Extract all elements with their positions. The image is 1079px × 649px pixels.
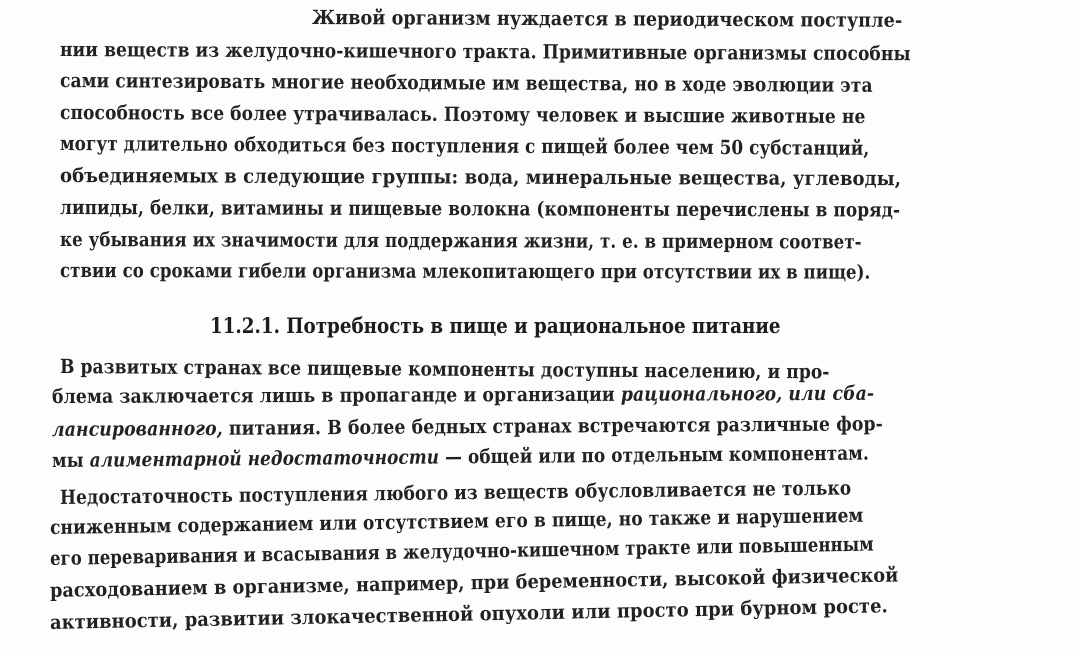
paragraph2-line-4-text-c: — общей или по отдельным компонентам. — [439, 441, 870, 469]
paragraph1-line-6: объединяемых в следующие группы: вода, минеральные вещества, углеводы, — [59, 164, 902, 191]
paragraph1-line-8: ке убывания их значимости для поддержания жизни, т. е. в примерном соответ- — [59, 228, 862, 254]
paragraph1-line-3: сами синтезировать многие необходимые им вещества, но в ходе эволюции эта — [59, 69, 873, 97]
emphasis-balanced: лансированного, — [51, 416, 223, 441]
paragraph2-line-3-text: питания. В более бедных странах встречаются различные фор- — [222, 412, 883, 440]
paragraph1-line-9: ствии со сроками гибели организма млекопитающего при отсутствии их в пище). — [59, 259, 871, 284]
paragraph2-line-4 — [52, 442, 869, 473]
emphasis-alimentary-deficiency: алиментарной недостаточности — [89, 445, 440, 472]
paragraph1-line-7: липиды, белки, витамины и пищевые волокна (компоненты перечислены в поряд- — [59, 196, 901, 222]
paragraph2-line-2 — [52, 382, 874, 409]
paragraph2-line-3 — [52, 412, 883, 442]
paragraph1-line-2: нии веществ из желудочно-кишечного тракта. Примитивные организмы способны — [59, 38, 911, 66]
paragraph3-line-3: его переваривания и всасывания в желудочно-кишечном тракте или повышенным — [49, 532, 874, 570]
paragraph2-line-1: В развитых странах все пищевые компоненты доступны населению, и про- — [59, 355, 830, 384]
paragraph2-line-2-text: блема заключается лишь в пропаганде и организации — [51, 382, 621, 408]
paragraph3-line-5: активности, развитии злокачественной опухоли или просто при бурном росте. — [49, 594, 889, 634]
paragraph1-line-5: могут длительно обходиться без поступления с пищей более чем 50 субстанций, — [59, 132, 870, 160]
paragraph3-line-4: расходованием в организме, например, при беременности, высокой физической — [49, 563, 899, 602]
emphasis-rational: рационального, или сба- — [620, 381, 875, 406]
paragraph1-line-4: способность все более утрачивалась. Поэтому человек и высшие животные не — [59, 101, 866, 129]
paragraph3-line-1: Недостаточность поступления любого из веществ обусловливается не только — [59, 476, 852, 509]
paragraph1-line-1: Живой организм нуждается в периодическом поступле- — [311, 6, 903, 32]
paragraph2-line-4-text-a: мы — [51, 448, 90, 472]
paragraph3-line-2: сниженным содержанием или отсутствием его в пище, но также и нарушением — [49, 503, 864, 539]
section-heading: 11.2.1. Потребность в пище и рациональное питание — [210, 313, 781, 338]
